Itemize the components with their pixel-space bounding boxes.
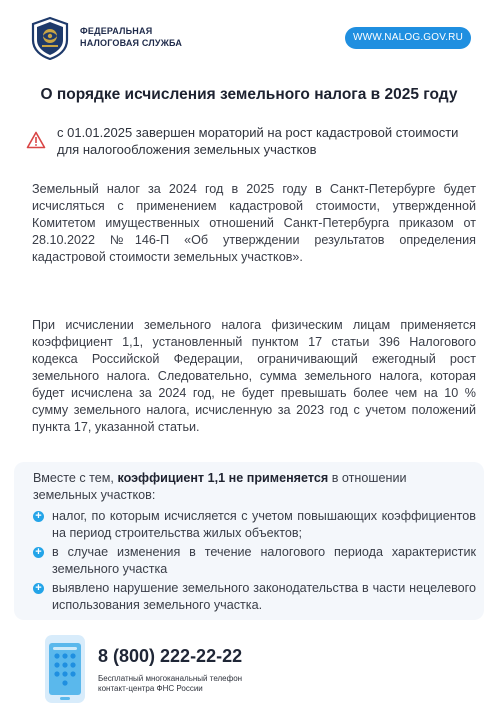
plus-bullet-icon: +: [33, 511, 44, 522]
org-name-line2: НАЛОГОВАЯ СЛУЖБА: [80, 38, 183, 48]
fns-emblem-icon: [30, 16, 70, 60]
list-item-text: налог, по которым исчисляется с учетом повышающих коэффициентов на период строительства жилых объектов;: [52, 509, 476, 540]
org-name: [80, 25, 182, 49]
exceptions-intro: [33, 470, 473, 504]
phone-number[interactable]: 8 (800) 222-22-22: [98, 646, 243, 666]
phone-keypad-icon: [44, 634, 86, 704]
header: [0, 0, 498, 78]
org-name-line1: ФЕДЕРАЛЬНАЯ: [80, 26, 153, 36]
intro-text-after: в отношении земельных участков:: [33, 471, 407, 502]
plus-bullet-icon: +: [33, 583, 44, 594]
intro-text-before: Вместе с тем,: [33, 471, 118, 485]
phone-note-line1: Бесплатный многоканальный телефон: [98, 674, 243, 683]
phone-note: [98, 674, 242, 694]
intro-text-bold: коэффициент 1,1 не применяется: [117, 471, 329, 485]
phone-note-line2: контакт-центра ФНС России: [98, 684, 203, 693]
website-link[interactable]: WWW.NALOG.GOV.RU: [345, 27, 471, 49]
page-title: О порядке исчисления земельного налога в 2025 году: [40, 86, 458, 103]
list-item-text: в случае изменения в течение налогового периода характеристик земельного участка: [52, 545, 476, 576]
warning-text: с 01.01.2025 завершен мораторий на рост кадастровой стоимости для налогообложения земельных участков: [57, 125, 459, 157]
paragraph-coefficient: При исчислении земельного налога физическим лицам применяется коэффициент 1,1, установленный пунктом 17 статьи 396 Налогового кодекса Российской Федерации, ограничивающий ежегодный рост земельного налога. Следовательно, сумма земельного налога, которая будет исчислена за 2024 год, не будет превышать более чем на 10 % сумму земельного налога, исчисленную за 2023 год с учетом положений пункта 17, указанной статьи.: [32, 318, 476, 434]
paragraph-cadastral: Земельный налог за 2024 год в 2025 году в Санкт-Петербурге будет исчисляться с применением кадастровой стоимости, утвержденной Комитетом имущественных отношений Санкт-Петербурга приказом от 28.10.2022 №146-П «Об утверждении результатов определения кадастровой стоимости земельных участков».: [32, 182, 476, 264]
plus-bullet-icon: +: [33, 547, 44, 558]
warning-triangle-icon: [26, 131, 46, 149]
list-item-text: выявлено нарушение земельного законодательства в части нецелевого использования земельного участка.: [52, 581, 476, 612]
